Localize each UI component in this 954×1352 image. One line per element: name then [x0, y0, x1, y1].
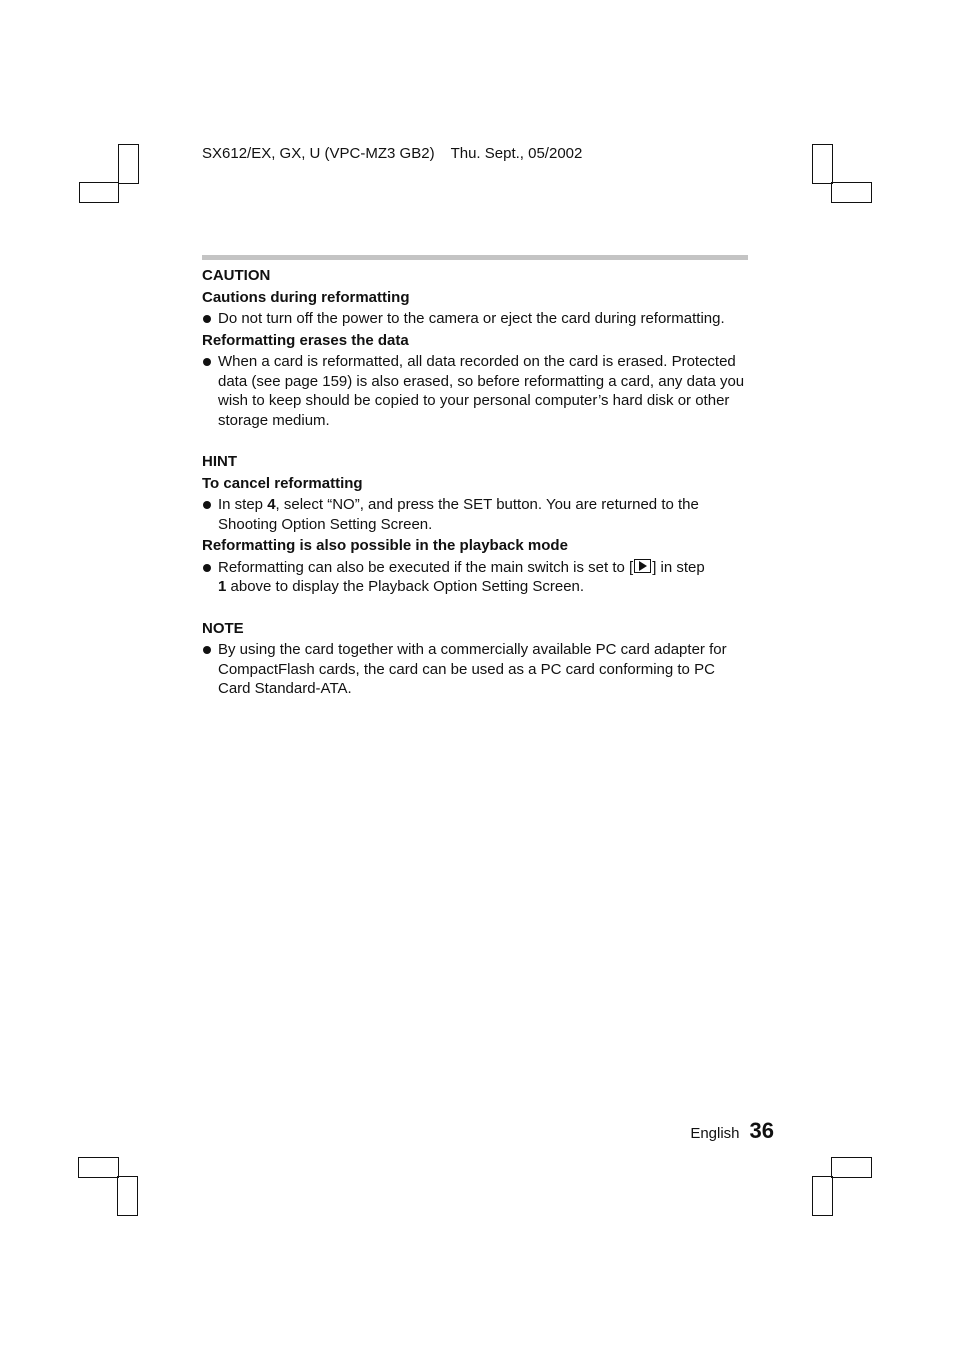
caution-sub-reformatting: Cautions during reformatting [202, 288, 410, 306]
note-bullet-pc-card: By using the card together with a commercially available PC card adapter for CompactFlash cards, the card can be used as a PC card conforming to PC Card Standard-ATA. [218, 641, 727, 697]
hint-sub-playback: Reformatting is also possible in the playback mode [202, 537, 568, 554]
caution-sub-erases: Reformatting erases the data [202, 331, 409, 349]
step-number: 1 [218, 578, 227, 595]
crop-mark-top-left-horizontal [79, 182, 119, 203]
footer-language: English [690, 1125, 740, 1142]
crop-mark-top-right-vertical [812, 144, 833, 184]
page-footer [690, 1118, 774, 1144]
bullet-icon [203, 501, 211, 509]
bullet-icon [203, 646, 211, 654]
header-date: Thu. Sept., 05/2002 [450, 145, 583, 162]
page-number: 36 [749, 1118, 774, 1143]
list-item [202, 309, 748, 329]
crop-mark-bottom-right-vertical [812, 1176, 833, 1216]
header-model: SX612/EX, GX, U (VPC-MZ3 GB2) [202, 145, 435, 162]
section-rule [202, 255, 748, 260]
caution-bullet-power: Do not turn off the power to the camera or eject the card during reformatting. [218, 310, 725, 327]
hint-bullet-playback: Reformatting can also be executed if the main switch is set to [ ] in step 1 above to display the Playback Option Setting Screen. [218, 558, 705, 595]
caution-title: CAUTION [202, 267, 271, 284]
crop-mark-bottom-left-vertical [117, 1176, 138, 1216]
bullet-icon [203, 564, 211, 572]
caution-bullet-erased: When a card is reformatted, all data recorded on the card is erased. Protected data (see page 159) is also erased, so before reformatting a card, any data you wish to keep should be copied to your personal computer’s hard disk or other storage medium. [218, 353, 745, 429]
crop-mark-top-left-vertical [118, 144, 139, 184]
bullet-icon [203, 315, 211, 323]
list-item [202, 495, 748, 534]
page-header [202, 145, 582, 162]
crop-mark-top-right-horizontal [831, 182, 872, 203]
list-item [202, 352, 748, 430]
play-icon [634, 559, 651, 573]
bullet-icon [203, 358, 211, 366]
main-content [202, 266, 748, 699]
hint-bullet-cancel: In step 4, select “NO”, and press the SET button. You are returned to the Shooting Option Setting Screen. [218, 496, 699, 533]
list-item [202, 558, 748, 597]
hint-sub-cancel: To cancel reformatting [202, 474, 363, 492]
list-item [202, 640, 748, 699]
crop-mark-bottom-left-horizontal [78, 1157, 119, 1178]
crop-mark-bottom-right-horizontal [831, 1157, 872, 1178]
hint-title: HINT [202, 453, 237, 470]
note-title: NOTE [202, 619, 244, 637]
step-number: 4 [267, 496, 276, 513]
